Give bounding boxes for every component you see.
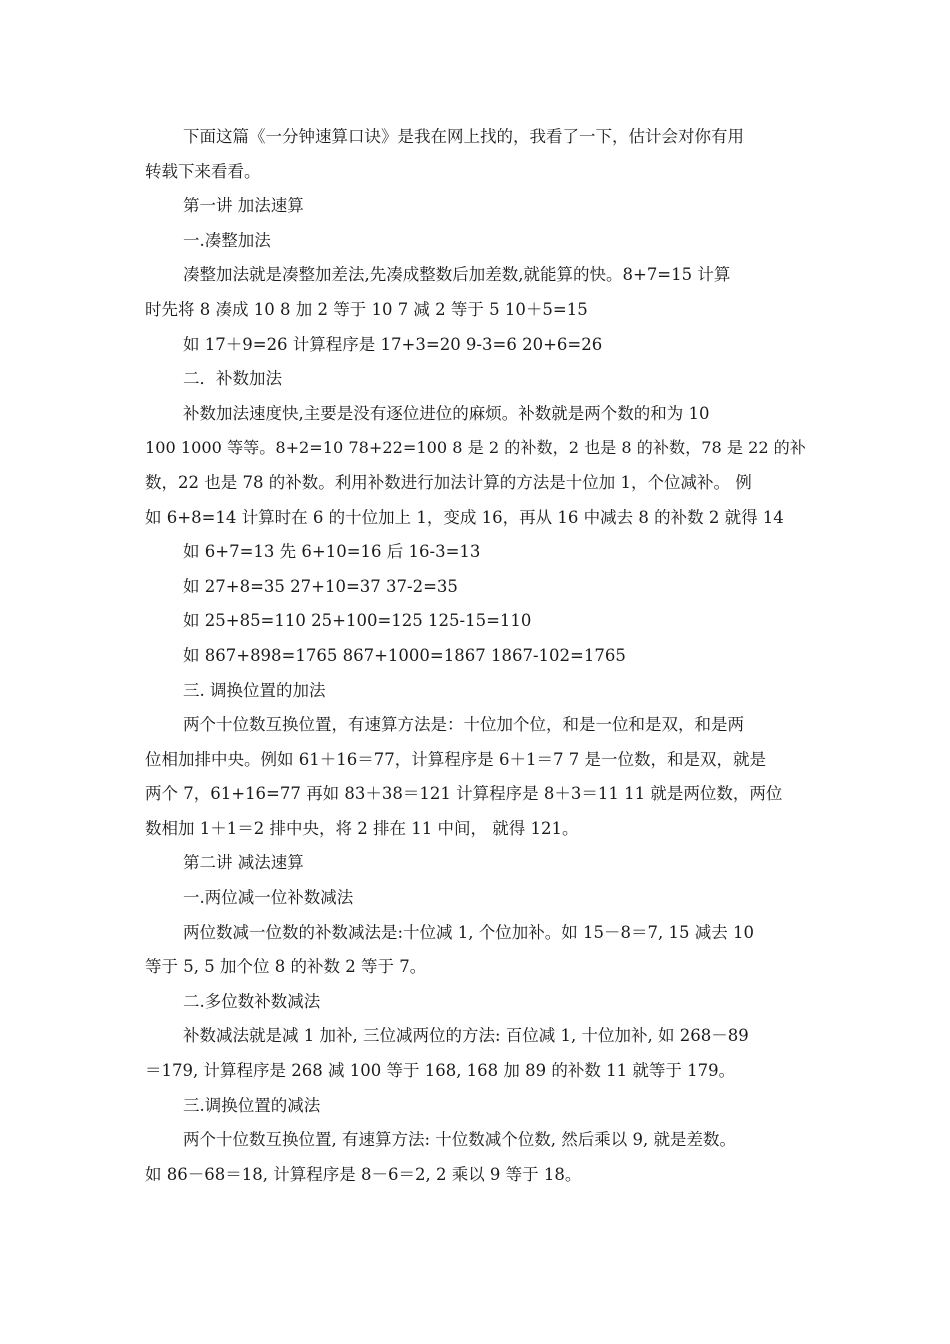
text-line: 如 86－68＝18, 计算程序是 8－6＝2, 2 乘以 9 等于 18。 <box>145 1164 582 1184</box>
text-line: 两个十位数互换位置，有速算方法是：十位加个位，和是一位和是双，和是两 <box>183 715 744 735</box>
text-line: 位相加排中央。例如 61＋16＝77，计算程序是 6＋1＝7 7 是一位数，和是双，就是 <box>145 749 766 769</box>
text-line: 等于 5, 5 加个位 8 的补数 2 等于 7。 <box>145 957 427 977</box>
text-line: ＝179, 计算程序是 268 减 100 等于 168, 168 加 89 的补数 11 就等于 179。 <box>145 1061 736 1081</box>
text-line: 转载下来看看。 <box>145 161 261 181</box>
text-line: 两个十位数互换位置, 有速算方法: 十位数减个位数, 然后乘以 9, 就是差数。 <box>183 1130 737 1150</box>
text-line: 一.凑整加法 <box>183 230 271 250</box>
text-line: 如 17＋9=26 计算程序是 17+3=20 9-3=6 20+6=26 <box>183 334 603 354</box>
text-line: 第一讲 加法速算 <box>183 196 304 216</box>
text-line: 数，22 也是 78 的补数。利用补数进行加法计算的方法是十位加 1，个位减补。 例 <box>145 472 752 492</box>
text-line: 二．补数加法 <box>183 369 282 389</box>
text-line: 如 867+898=1765 867+1000=1867 1867-102=1765 <box>183 645 626 665</box>
text-line: 一.两位减一位补数减法 <box>183 888 354 908</box>
text-line: 两位数减一位数的补数减法是:十位减 1, 个位加补。如 15－8＝7, 15 减去 10 <box>183 922 754 942</box>
text-line: 两个 7，61+16=77 再如 83＋38＝121 计算程序是 8＋3＝11 11 就是两位数，两位 <box>145 784 783 804</box>
text-line: 如 27+8=35 27+10=37 37-2=35 <box>183 576 458 596</box>
text-line: 凑整加法就是凑整加差法,先凑成整数后加差数,就能算的快。8+7=15 计算 <box>183 265 731 285</box>
text-line: 补数加法速度快,主要是没有逐位进位的麻烦。补数就是两个数的和为 10 <box>183 403 710 423</box>
text-line: 二.多位数补数减法 <box>183 991 321 1011</box>
text-line: 三.调换位置的减法 <box>183 1095 321 1115</box>
text-line: 数相加 1＋1＝2 排中央，将 2 排在 11 中间， 就得 121。 <box>145 818 579 838</box>
text-line: 100 1000 等等。8+2=10 78+22=100 8 是 2 的补数，2 也是 8 的补数，78 是 22 的补 <box>145 438 806 458</box>
document-body <box>145 120 810 1192</box>
text-line: 时先将 8 凑成 10 8 加 2 等于 10 7 减 2 等于 5 10＋5=15 <box>145 299 588 319</box>
text-line: 下面这篇《一分钟速算口诀》是我在网上找的，我看了一下，估计会对你有用 <box>183 127 744 146</box>
text-line: 如 25+85=110 25+100=125 125-15=110 <box>183 611 532 631</box>
text-line: 第二讲 减法速算 <box>183 853 304 873</box>
text-line: 如 6+8=14 计算时在 6 的十位加上 1，变成 16，再从 16 中减去 8 的补数 2 就得 14 <box>145 507 784 527</box>
text-line: 三. 调换位置的加法 <box>183 680 326 700</box>
text-line: 补数减法就是减 1 加补, 三位减两位的方法: 百位减 1, 十位加补, 如 268－89 <box>183 1026 749 1046</box>
text-line: 如 6+7=13 先 6+10=16 后 16-3=13 <box>183 542 481 562</box>
